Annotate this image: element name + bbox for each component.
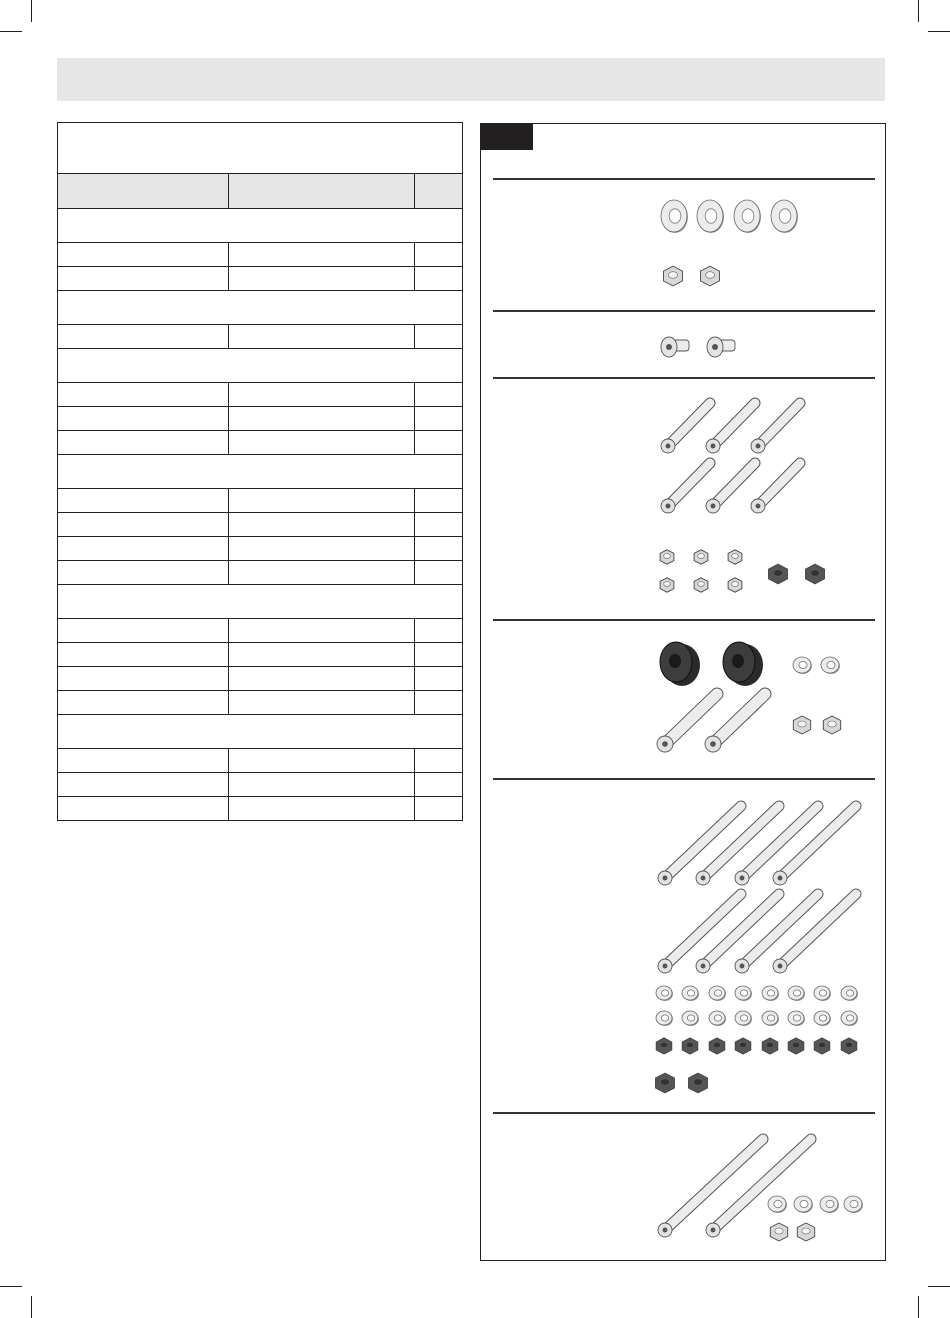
- table-column-divider: [228, 749, 229, 772]
- bolt-icon: [661, 463, 710, 513]
- table-cell: [414, 243, 462, 266]
- table-cell: [228, 773, 414, 796]
- table-cell: [58, 325, 228, 348]
- crop-mark: [928, 1286, 950, 1287]
- crop-mark: [31, 1296, 32, 1318]
- table-group-label: [58, 585, 462, 618]
- washer-icon: [709, 986, 726, 1001]
- dark-nut-icon: [682, 1038, 698, 1054]
- table-cell: [58, 489, 228, 512]
- table-cell: [228, 243, 414, 266]
- table-column-divider: [228, 489, 229, 512]
- table-column-divider: [228, 667, 229, 690]
- table-cell: [414, 267, 462, 290]
- dark-nut-icon: [762, 1038, 778, 1054]
- table-row: [58, 642, 462, 666]
- bolt-icon: [706, 403, 755, 453]
- table-column-divider: [414, 773, 415, 796]
- table-group-row: [58, 348, 462, 382]
- hardware-pack-separator: [493, 178, 875, 180]
- table-column-divider: [228, 174, 229, 208]
- table-row: [58, 382, 462, 406]
- hardware-pack-separator: [493, 377, 875, 379]
- hex-nut-icon: [823, 716, 840, 734]
- dark-nut-icon: [656, 1073, 675, 1093]
- table-group-row: [58, 290, 462, 324]
- table-row: [58, 488, 462, 512]
- table-title: [58, 123, 462, 173]
- table-column-divider: [228, 431, 229, 454]
- table-cell: [414, 489, 462, 512]
- washer-icon: [697, 200, 724, 233]
- table-cell: [58, 667, 228, 690]
- dark-nut-icon: [656, 1038, 672, 1054]
- table-row: [58, 748, 462, 772]
- hardware-pack-separator: [493, 1112, 875, 1114]
- washer-icon: [788, 1011, 805, 1026]
- dark-nut-icon: [709, 1038, 725, 1054]
- washer-icon: [771, 200, 798, 233]
- table-row: [58, 406, 462, 430]
- washer-icon: [814, 1011, 831, 1026]
- table-group-label: [58, 715, 462, 748]
- washer-icon: [762, 986, 779, 1001]
- bolt-icon: [658, 1139, 763, 1237]
- washer-icon: [735, 986, 752, 1001]
- hex-nut-icon: [660, 550, 674, 564]
- table-header-cell: [228, 174, 414, 208]
- washer-icon: [793, 657, 812, 674]
- table-group-row: [58, 208, 462, 242]
- table-row: [58, 324, 462, 348]
- washer-icon: [735, 1011, 752, 1026]
- table-column-divider: [414, 667, 415, 690]
- table-row: [58, 666, 462, 690]
- table-row: [58, 772, 462, 796]
- hardware-illustration: [481, 124, 885, 1260]
- table-row: [58, 536, 462, 560]
- table-column-divider: [228, 537, 229, 560]
- table-row: [58, 796, 462, 820]
- hardware-panel: [480, 123, 886, 1261]
- table-group-label: [58, 291, 462, 324]
- table-cell: [414, 383, 462, 406]
- bolt-icon: [773, 894, 856, 973]
- washer-icon: [814, 986, 831, 1001]
- table-cell: [228, 513, 414, 536]
- washer-icon: [762, 1011, 779, 1026]
- washer-icon: [661, 200, 688, 233]
- washer-icon: [709, 1011, 726, 1026]
- table-header-cell: [58, 174, 228, 208]
- dark-nut-icon: [841, 1038, 857, 1054]
- washer-icon: [794, 1196, 813, 1213]
- table-cell: [58, 513, 228, 536]
- table-column-divider: [414, 513, 415, 536]
- table-cell: [414, 691, 462, 714]
- table-cell: [58, 561, 228, 584]
- table-cell: [228, 407, 414, 430]
- washer-icon: [820, 1196, 839, 1213]
- hex-nut-icon: [728, 550, 742, 564]
- table-column-divider: [228, 325, 229, 348]
- table-cell: [414, 325, 462, 348]
- table-column-divider: [228, 267, 229, 290]
- table-cell: [414, 407, 462, 430]
- table-column-divider: [228, 561, 229, 584]
- dark-nut-icon: [788, 1038, 804, 1054]
- washer-icon: [682, 986, 699, 1001]
- hardware-pack-separator: [493, 778, 875, 780]
- table-row: [58, 690, 462, 714]
- table-cell: [414, 773, 462, 796]
- table-cell: [58, 773, 228, 796]
- table-cell: [228, 561, 414, 584]
- table-cell: [228, 325, 414, 348]
- table-cell: [414, 431, 462, 454]
- table-cell: [414, 667, 462, 690]
- dark-nut-icon: [814, 1038, 830, 1054]
- washer-icon: [656, 986, 673, 1001]
- crop-mark: [31, 0, 32, 22]
- washer-icon: [788, 986, 805, 1001]
- hex-nut-icon: [664, 266, 683, 286]
- hex-nut-icon: [728, 578, 742, 592]
- table-cell: [58, 267, 228, 290]
- page-header-bar: [57, 58, 885, 101]
- table-row: [58, 242, 462, 266]
- dark-nut-icon: [806, 564, 825, 584]
- table-column-divider: [414, 267, 415, 290]
- short-bolt-icon: [661, 337, 689, 357]
- table-column-divider: [414, 691, 415, 714]
- table-cell: [228, 667, 414, 690]
- crop-mark: [918, 0, 919, 22]
- table-group-row: [58, 584, 462, 618]
- table-row: [58, 618, 462, 642]
- hex-nut-icon: [660, 578, 674, 592]
- table-group-label: [58, 209, 462, 242]
- table-row: [58, 266, 462, 290]
- table-column-divider: [414, 407, 415, 430]
- crop-mark: [918, 1296, 919, 1318]
- hex-nut-icon: [701, 266, 720, 286]
- hex-nut-icon: [797, 1223, 814, 1241]
- washer-icon: [734, 200, 761, 233]
- washer-icon: [821, 657, 840, 674]
- table-cell: [58, 407, 228, 430]
- table-cell: [58, 619, 228, 642]
- table-row: [58, 512, 462, 536]
- table-group-row: [58, 454, 462, 488]
- table-cell: [58, 383, 228, 406]
- table-header-cell: [414, 174, 462, 208]
- bolt-icon: [751, 403, 800, 453]
- table-column-divider: [414, 797, 415, 820]
- table-cell: [414, 561, 462, 584]
- bolt-icon: [706, 463, 755, 513]
- table-column-divider: [414, 749, 415, 772]
- table-cell: [228, 643, 414, 666]
- table-cell: [228, 619, 414, 642]
- rubber-wheel-icon: [723, 642, 763, 686]
- table-cell: [228, 489, 414, 512]
- table-cell: [58, 431, 228, 454]
- table-column-divider: [228, 383, 229, 406]
- hex-nut-icon: [694, 550, 708, 564]
- table-column-divider: [228, 797, 229, 820]
- table-column-divider: [414, 431, 415, 454]
- table-cell: [228, 749, 414, 772]
- table-cell: [228, 537, 414, 560]
- washer-icon: [844, 1196, 863, 1213]
- washer-icon: [656, 1011, 673, 1026]
- hex-nut-icon: [770, 1223, 787, 1241]
- table-group-label: [58, 349, 462, 382]
- table-cell: [58, 243, 228, 266]
- table-column-divider: [228, 513, 229, 536]
- table-cell: [414, 619, 462, 642]
- table-cell: [414, 749, 462, 772]
- washer-icon: [841, 986, 858, 1001]
- table-cell: [228, 797, 414, 820]
- table-column-divider: [414, 325, 415, 348]
- table-cell: [58, 797, 228, 820]
- table-group-label: [58, 455, 462, 488]
- table-cell: [414, 643, 462, 666]
- table-cell: [228, 383, 414, 406]
- hex-nut-icon: [793, 716, 810, 734]
- table-column-divider: [228, 643, 229, 666]
- bolt-icon: [661, 403, 710, 453]
- crop-mark: [0, 31, 22, 32]
- dark-nut-icon: [689, 1073, 708, 1093]
- crop-mark: [0, 1286, 22, 1287]
- table-cell: [414, 797, 462, 820]
- table-column-divider: [228, 243, 229, 266]
- table-column-divider: [414, 489, 415, 512]
- short-bolt-icon: [707, 337, 735, 357]
- table-column-divider: [414, 537, 415, 560]
- table-column-divider: [414, 174, 415, 208]
- table-cell: [58, 537, 228, 560]
- table-cell: [228, 267, 414, 290]
- table-cell: [414, 537, 462, 560]
- table-row: [58, 560, 462, 584]
- hardware-pack-separator: [493, 310, 875, 312]
- table-column-divider: [414, 643, 415, 666]
- hex-nut-icon: [694, 578, 708, 592]
- crop-mark: [928, 31, 950, 32]
- table-cell: [58, 749, 228, 772]
- dark-nut-icon: [735, 1038, 751, 1054]
- table-column-divider: [414, 243, 415, 266]
- table-cell: [228, 691, 414, 714]
- table-cell: [228, 431, 414, 454]
- table-cell: [58, 691, 228, 714]
- dark-nut-icon: [769, 564, 788, 584]
- table-cell: [414, 513, 462, 536]
- table-column-divider: [228, 773, 229, 796]
- rubber-wheel-icon: [660, 642, 700, 686]
- bolt-icon: [706, 1139, 811, 1237]
- parts-table: [57, 122, 463, 821]
- bolt-icon: [773, 806, 856, 885]
- table-column-divider: [414, 383, 415, 406]
- table-group-row: [58, 714, 462, 748]
- washer-icon: [841, 1011, 858, 1026]
- washer-icon: [768, 1196, 787, 1213]
- washer-icon: [682, 1011, 699, 1026]
- table-header-row: [58, 173, 462, 208]
- table-column-divider: [228, 691, 229, 714]
- bolt-icon: [751, 463, 800, 513]
- table-column-divider: [414, 619, 415, 642]
- table-column-divider: [414, 561, 415, 584]
- table-column-divider: [228, 407, 229, 430]
- hardware-pack-separator: [493, 619, 875, 621]
- table-column-divider: [228, 619, 229, 642]
- table-row: [58, 430, 462, 454]
- table-cell: [58, 643, 228, 666]
